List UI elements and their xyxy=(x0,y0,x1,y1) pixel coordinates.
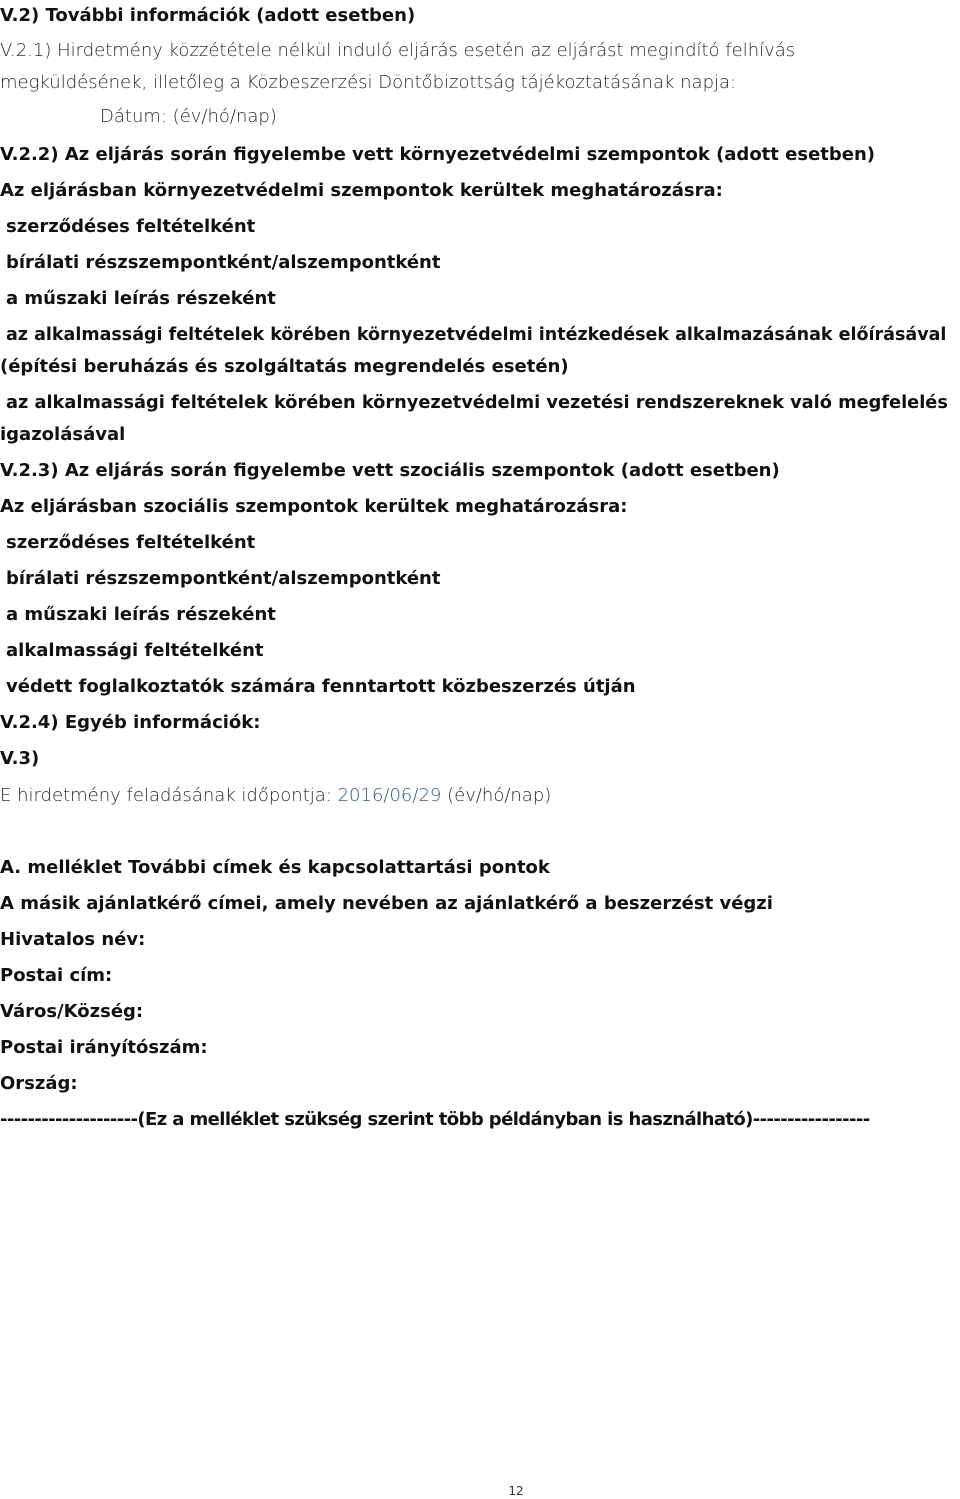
v22-item-management-systems: az alkalmassági feltételek körében környezetvédelmi vezetési rendszereknek való megfelelés xyxy=(6,393,948,413)
v23-item-suitability-condition: alkalmassági feltételként xyxy=(6,640,264,661)
v3-dispatch-date-line xyxy=(0,784,551,808)
v23-item-technical-spec: a műszaki leírás részeként xyxy=(6,604,276,625)
v21-text-line1: V.2.1) Hirdetmény közzététele nélkül induló eljárás esetén az eljárást megindító felhívás xyxy=(0,40,796,61)
v21-date-label: Dátum: (év/hó/nap) xyxy=(100,106,277,127)
page-number: 12 xyxy=(508,1484,524,1498)
v22-heading: V.2.2) Az eljárás során figyelembe vett környezetvédelmi szempontok (adott esetben) xyxy=(0,144,876,165)
v22-item-suitability-measures: az alkalmassági feltételek körében környezetvédelmi intézkedések alkalmazásának előírásával xyxy=(6,325,947,345)
v22-item-management-systems-cont: igazolásával xyxy=(0,424,126,445)
annex-a-field-postal-address: Postai cím: xyxy=(0,965,113,986)
annex-a-title: A. melléklet További címek és kapcsolattartási pontok xyxy=(0,857,550,878)
v22-item-technical-spec: a műszaki leírás részeként xyxy=(6,288,276,309)
annex-a-subtitle: A másik ajánlatkérő címei, amely nevében az ajánlatkérő a beszerzést végzi xyxy=(0,893,773,914)
annex-a-field-official-name: Hivatalos név: xyxy=(0,929,146,950)
section-heading-v2: V.2) További információk (adott esetben) xyxy=(0,5,416,26)
annex-a-field-postal-code: Postai irányítószám: xyxy=(0,1037,208,1058)
v3-dispatch-date-format: (év/hó/nap) xyxy=(447,785,552,806)
v23-item-evaluation-criterion: bírálati részszempontként/alszempontként xyxy=(6,568,441,589)
v21-text-line2: megküldésének, illetőleg a Közbeszerzési Döntőbizottság tájékoztatásának napja: xyxy=(0,72,737,93)
v22-item-evaluation-criterion: bírálati részszempontként/alszempontként xyxy=(6,252,441,273)
v23-heading: V.2.3) Az eljárás során figyelembe vett szociális szempontok (adott esetben) xyxy=(0,460,780,481)
v23-item-contract-condition: szerződéses feltételként xyxy=(6,532,256,553)
annex-a-field-town: Város/Község: xyxy=(0,1001,144,1022)
annex-a-field-country: Ország: xyxy=(0,1073,78,1094)
v22-item-contract-condition: szerződéses feltételként xyxy=(6,216,256,237)
v23-intro: Az eljárásban szociális szempontok kerültek meghatározásra: xyxy=(0,496,628,517)
v22-intro: Az eljárásban környezetvédelmi szempontok kerültek meghatározásra: xyxy=(0,180,723,201)
v23-item-sheltered-employment: védett foglalkoztatók számára fenntartott közbeszerzés útján xyxy=(6,676,636,697)
section-heading-v3: V.3) xyxy=(0,748,40,769)
v24-heading: V.2.4) Egyéb információk: xyxy=(0,712,261,733)
v3-dispatch-date-value: 2016/06/29 xyxy=(337,785,442,806)
annex-a-footer-note: --------------------(Ez a melléklet szükség szerint több példányban is használható)----------------- xyxy=(0,1109,870,1130)
v22-item-suitability-measures-cont: (építési beruházás és szolgáltatás megrendelés esetén) xyxy=(0,356,569,377)
v3-dispatch-date-label: E hirdetmény feladásának időpontja: xyxy=(0,785,332,806)
